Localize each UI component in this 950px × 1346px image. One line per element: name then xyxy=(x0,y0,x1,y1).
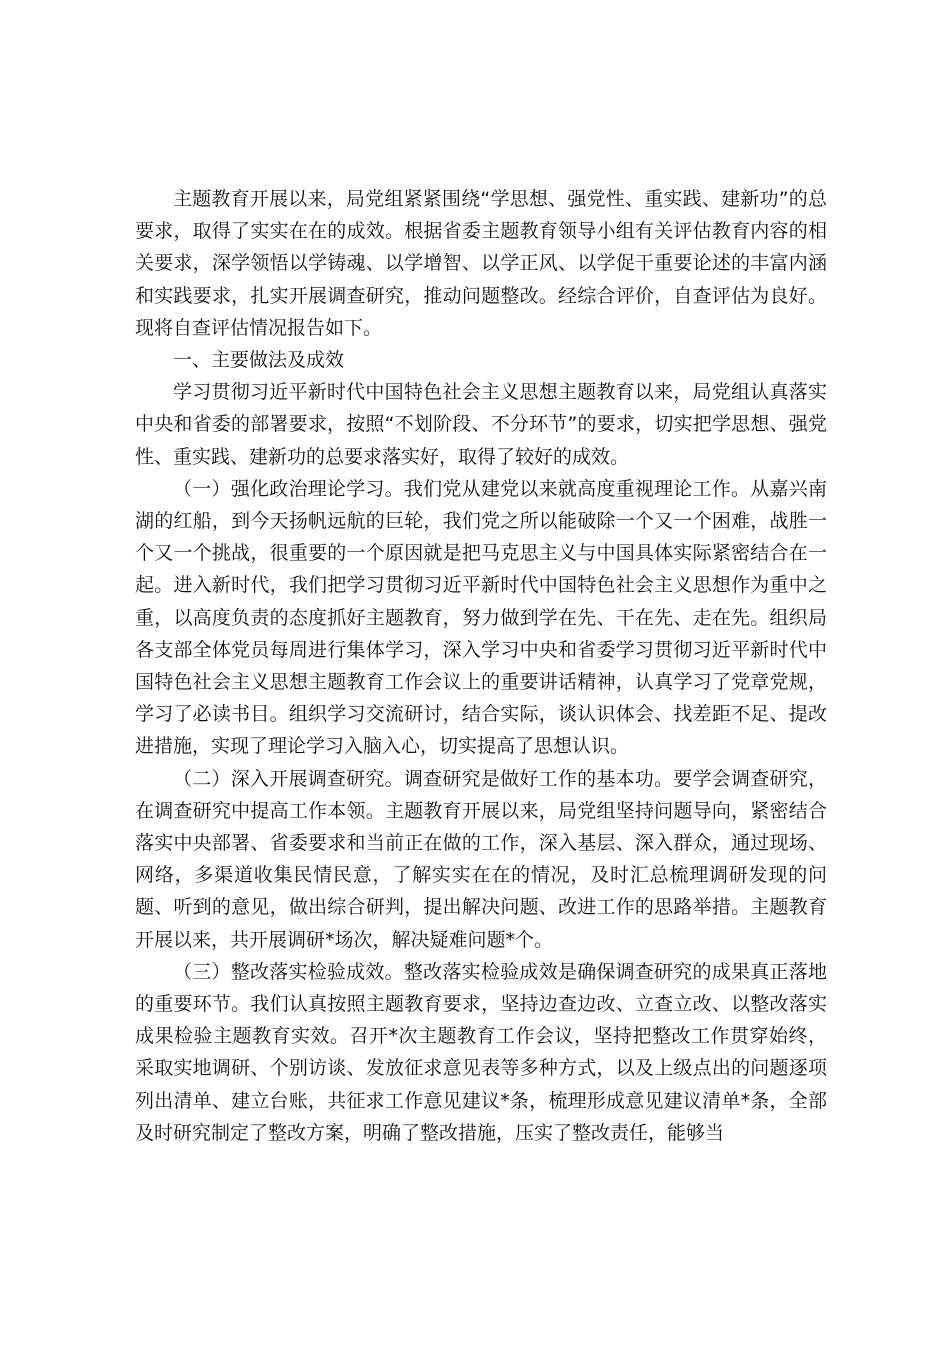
subsection-3-paragraph: （三）整改落实检验成效。整改落实检验成效是确保调查研究的成果真正落地的重要环节。我们认真按照主题教育要求，坚持边查边改、立查立改、以整改落实成果检验主题教育实效。召开*次主题教育工作会议，坚持把整改工作贯穿始终，采取实地调研、个别访谈、发放征求意见表等多种方式，以及上级点出的问题逐项列出清单、建立台账，共征求工作意见建议*条，梳理形成意见建议清单*条，全部及时研究制定了整改方案，明确了整改措施，压实了整改责任，能够当 xyxy=(135,960,827,1144)
subsection-1-paragraph: （一）强化政治理论学习。我们党从建党以来就高度重视理论工作。从嘉兴南湖的红船，到今天扬帆远航的巨轮，我们党之所以能破除一个又一个困难，战胜一个又一个挑战，很重要的一个原因就是把马克思主义与中国具体实际紧密结合在一起。进入新时代，我们把学习贯彻习近平新时代中国特色社会主义思想作为重中之重，以高度负责的态度抓好主题教育，努力做到学在先、干在先、走在先。组织局各支部全体党员每周进行集体学习，深入学习中央和省委学习贯彻习近平新时代中国特色社会主义思想主题教育工作会议上的重要讲话精神，认真学习了党章党规，学习了必读书目。组织学习交流研讨，结合实际，谈认识体会、找差距不足、提改进措施，实现了理论学习入脑入心，切实提高了思想认识。 xyxy=(135,477,827,758)
section-intro-paragraph: 学习贯彻习近平新时代中国特色社会主义思想主题教育以来，局党组认真落实中央和省委的部署要求，按照“不划阶段、不分环节”的要求，切实把学思想、强党性、重实践、建新功的总要求落实好，取得了较好的成效。 xyxy=(135,381,827,468)
intro-paragraph: 主题教育开展以来，局党组紧紧围绕“学思想、强党性、重实践、建新功”的总要求，取得了实实在在的成效。根据省委主题教育领导小组有关评估教育内容的相关要求，深学领悟以学铸魂、以学增智、以学正风、以学促干重要论述的丰富内涵和实践要求，扎实开展调查研究，推动问题整改。经综合评价，自查评估为良好。现将自查评估情况报告如下。 xyxy=(135,188,827,339)
document-body xyxy=(135,183,827,1149)
section-heading: 一、主要做法及成效 xyxy=(173,349,345,372)
subsection-2-paragraph: （二）深入开展调查研究。调查研究是做好工作的基本功。要学会调查研究，在调查研究中提高工作本领。主题教育开展以来，局党组坚持问题导向，紧密结合落实中央部署、省委要求和当前正在做的工作，深入基层、深入群众，通过现场、网络，多渠道收集民情民意，了解实实在在的情况，及时汇总梳理调研发现的问题、听到的意见，做出综合研判，提出解决问题、改进工作的思路举措。主题教育开展以来，共开展调研*场次，解决疑难问题*个。 xyxy=(135,767,827,951)
